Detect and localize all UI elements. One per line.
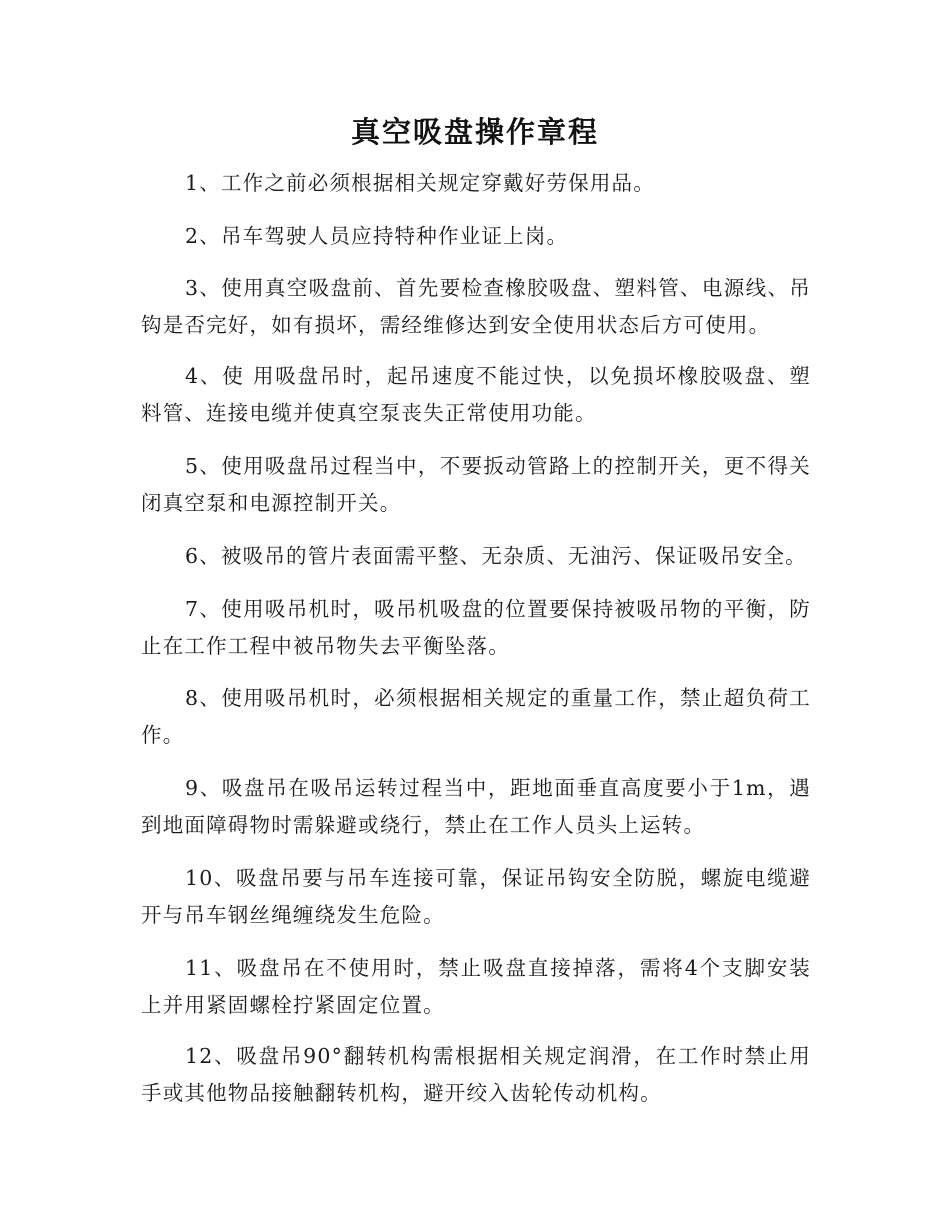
clause-4: 4、使 用吸盘吊时，起吊速度不能过快，以免损坏橡胶吸盘、塑料管、连接电缆并使真空泵丧失正常使用功能。: [141, 364, 811, 425]
clause-7: 7、使用吸吊机时，吸吊机吸盘的位置要保持被吸吊物的平衡，防止在工作工程中被吊物失去平衡坠落。: [141, 597, 811, 658]
clause-5: 5、使用吸盘吊过程当中，不要扳动管路上的控制开关，更不得关闭真空泵和电源控制开关。: [141, 454, 811, 515]
clause-1: 1、工作之前必须根据相关规定穿戴好劳保用品。: [185, 171, 655, 195]
clause-10: 10、吸盘吊要与吊车连接可靠，保证吊钩安全防脱，螺旋电缆避开与吊车钢丝绳缠绕发生危险。: [141, 866, 811, 927]
clause-3: 3、使用真空吸盘前、首先要检查橡胶吸盘、塑料管、电源线、吊钩是否完好，如有损坏，需经维修达到安全使用状态后方可使用。: [141, 276, 811, 337]
clause-11: 11、吸盘吊在不使用时，禁止吸盘直接掉落，需将4个支脚安装上并用紧固螺栓拧紧固定位置。: [141, 956, 811, 1017]
clause-6: 6、被吸吊的管片表面需平整、无杂质、无油污、保证吸吊安全。: [185, 544, 807, 568]
clause-9: 9、吸盘吊在吸吊运转过程当中，距地面垂直高度要小于1m，遇到地面障碍物时需躲避或绕行，禁止在工作人员头上运转。: [141, 776, 811, 837]
clause-2: 2、吊车驾驶人员应持特种作业证上岗。: [185, 224, 569, 248]
document-title: 真空吸盘操作章程: [350, 115, 599, 149]
clause-8: 8、使用吸吊机时，必须根据相关规定的重量工作，禁止超负荷工作。: [141, 686, 811, 747]
clause-12: 12、吸盘吊90°翻转机构需根据相关规定润滑，在工作时禁止用手或其他物品接触翻转机构，避开绞入齿轮传动机构。: [141, 1044, 811, 1105]
